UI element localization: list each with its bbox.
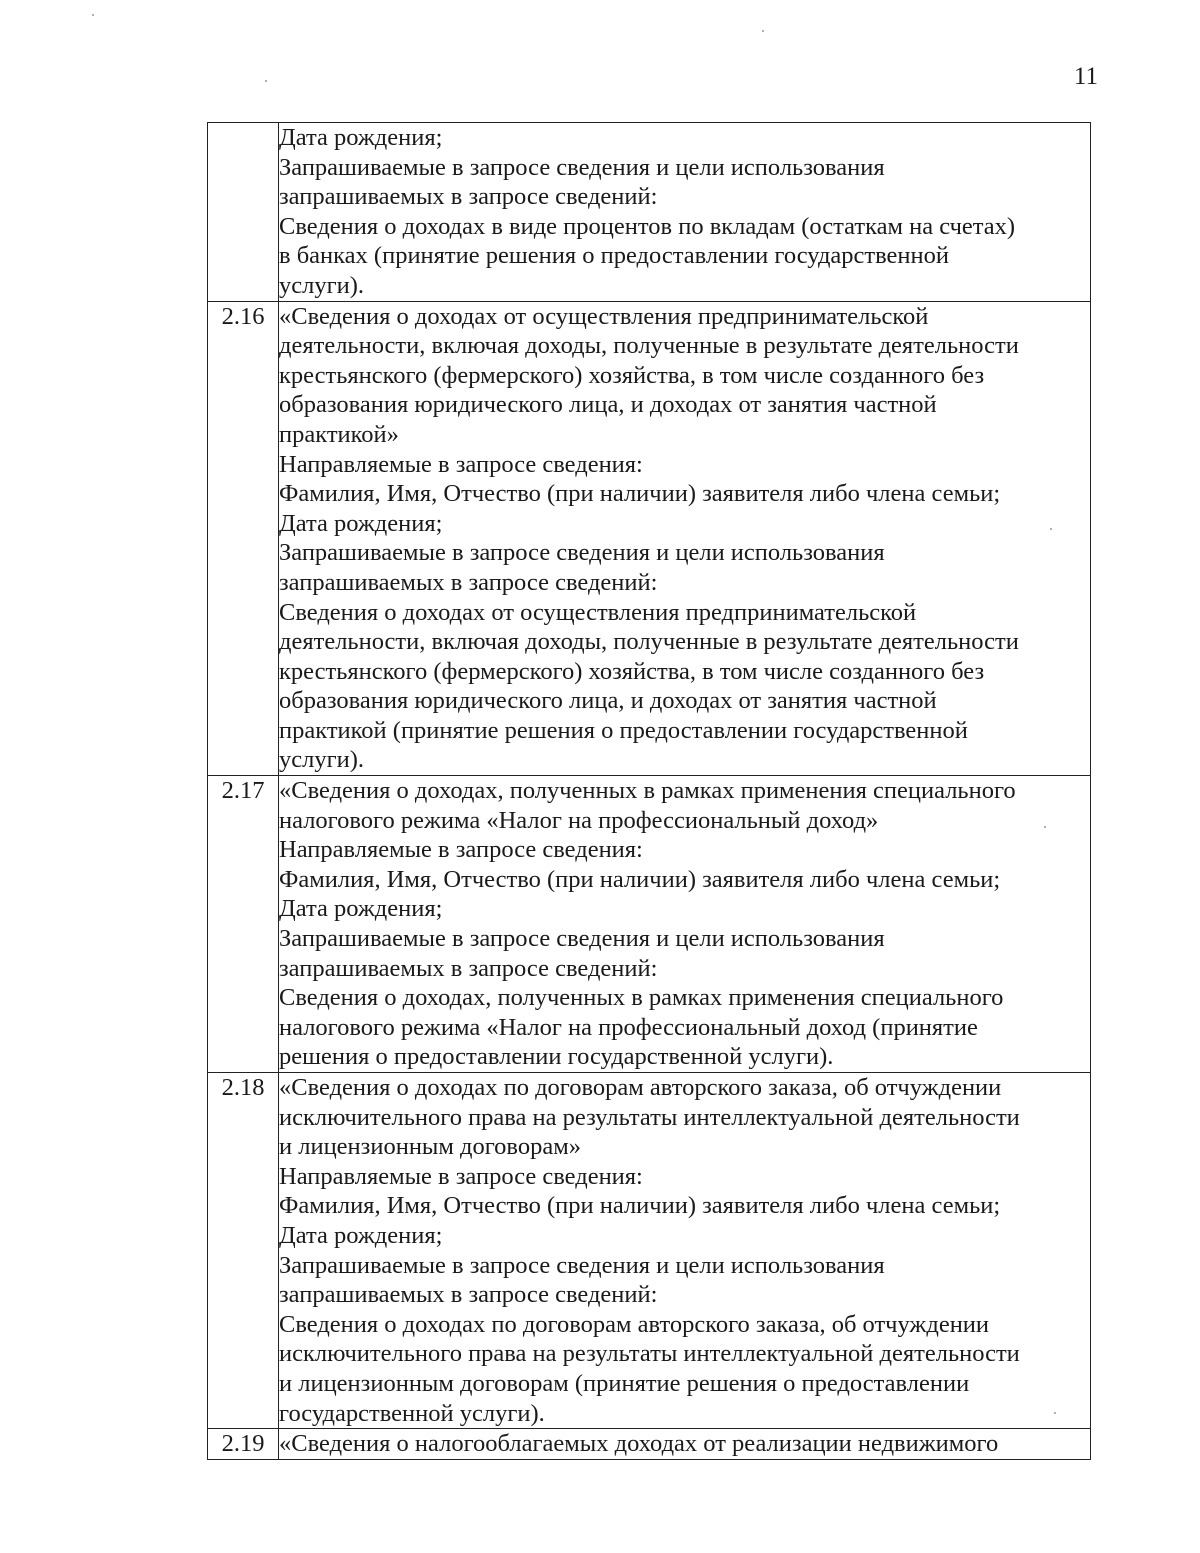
- table-row: [208, 1073, 1091, 1429]
- text-line: в банках (принятие решения о предоставлении государственной: [279, 242, 950, 270]
- text-line: налогового режима «Налог на профессиональный доход»: [279, 806, 879, 834]
- table-row: [208, 123, 1091, 302]
- item-number: 2.16: [208, 301, 279, 776]
- text-line: Направляемые в запросе сведения:: [279, 836, 643, 864]
- text-line: Сведения о доходах по договорам авторского заказа, об отчуждении: [279, 1310, 990, 1338]
- text-line: «Сведения о доходах по договорам авторского заказа, об отчуждении: [279, 1074, 1002, 1101]
- text-line: услуги).: [279, 746, 365, 774]
- scan-speck: [762, 30, 764, 32]
- text-line: «Сведения о доходах от осуществления предпринимательской: [279, 302, 929, 330]
- text-line: Дата рождения;: [279, 509, 443, 537]
- text-line: практикой»: [279, 420, 399, 448]
- text-line: практикой (принятие решения о предоставлении государственной: [279, 716, 968, 744]
- text-line: запрашиваемых в запросе сведений:: [279, 1281, 658, 1309]
- text-line: Дата рождения;: [279, 124, 443, 151]
- item-number: 2.17: [208, 776, 279, 1073]
- item-content: [279, 123, 1091, 302]
- table-row: [208, 776, 1091, 1073]
- text-line: деятельности, включая доходы, полученные в результате деятельности: [279, 628, 1019, 656]
- item-content: [279, 776, 1091, 1073]
- text-line: Дата рождения;: [279, 895, 443, 923]
- text-line: услуги).: [279, 271, 365, 299]
- text-line: Дата рождения;: [279, 1221, 443, 1249]
- text-line: Направляемые в запросе сведения:: [279, 450, 643, 478]
- text-line: Фамилия, Имя, Отчество (при наличии) заявителя либо члена семьи;: [279, 480, 1001, 508]
- text-line: запрашиваемых в запросе сведений:: [279, 954, 658, 982]
- text-line: образования юридического лица, и доходах от занятия частной: [279, 391, 937, 419]
- item-content: [279, 1073, 1091, 1429]
- text-line: деятельности, включая доходы, полученные в результате деятельности: [279, 332, 1019, 360]
- text-line: Запрашиваемые в запросе сведения и цели использования: [279, 1251, 885, 1279]
- text-line: Фамилия, Имя, Отчество (при наличии) заявителя либо члена семьи;: [279, 1192, 1001, 1220]
- page-number: 11: [1073, 63, 1098, 90]
- text-line: Запрашиваемые в запросе сведения и цели использования: [279, 925, 885, 953]
- text-line: исключительного права на результаты интеллектуальной деятельности: [279, 1340, 1020, 1368]
- text-line: государственной услуги).: [279, 1399, 545, 1427]
- item-number: [208, 123, 279, 302]
- text-line: «Сведения о налогооблагаемых доходах от реализации недвижимого: [279, 1430, 999, 1458]
- text-line: Фамилия, Имя, Отчество (при наличии) заявителя либо члена семьи;: [279, 865, 1001, 893]
- table-body: [208, 123, 1091, 1460]
- text-line: Запрашиваемые в запросе сведения и цели использования: [279, 153, 885, 181]
- item-number: 2.19: [208, 1429, 279, 1460]
- text-line: «Сведения о доходах, полученных в рамках применения специального: [279, 777, 1016, 805]
- scan-speck: [265, 80, 267, 82]
- text-line: и лицензионным договорам»: [279, 1133, 581, 1161]
- text-line: Сведения о доходах, полученных в рамках применения специального: [279, 984, 1004, 1012]
- text-line: Сведения о доходах от осуществления предпринимательской: [279, 598, 917, 626]
- text-line: крестьянского (фермерского) хозяйства, в том числе созданного без: [279, 361, 985, 389]
- text-line: запрашиваемых в запросе сведений:: [279, 183, 658, 211]
- scan-speck: [92, 14, 94, 16]
- text-line: налогового режима «Налог на профессиональный доход (принятие: [279, 1013, 978, 1041]
- text-line: исключительного права на результаты интеллектуальной деятельности: [279, 1103, 1020, 1131]
- text-line: решения о предоставлении государственной услуги).: [279, 1043, 834, 1071]
- text-line: образования юридического лица, и доходах от занятия частной: [279, 687, 937, 715]
- table-row: [208, 301, 1091, 776]
- table-row: [208, 1429, 1091, 1460]
- item-content: [279, 301, 1091, 776]
- text-line: крестьянского (фермерского) хозяйства, в том числе созданного без: [279, 657, 985, 685]
- requests-table: [207, 122, 1091, 1460]
- item-number: 2.18: [208, 1073, 279, 1429]
- text-line: Сведения о доходах в виде процентов по вкладам (остаткам на счетах): [279, 212, 1016, 240]
- item-content: [279, 1429, 1091, 1460]
- text-line: запрашиваемых в запросе сведений:: [279, 568, 658, 596]
- text-line: и лицензионным договорам (принятие решения о предоставлении: [279, 1369, 970, 1397]
- text-line: Запрашиваемые в запросе сведения и цели использования: [279, 539, 885, 567]
- text-line: Направляемые в запросе сведения:: [279, 1162, 643, 1190]
